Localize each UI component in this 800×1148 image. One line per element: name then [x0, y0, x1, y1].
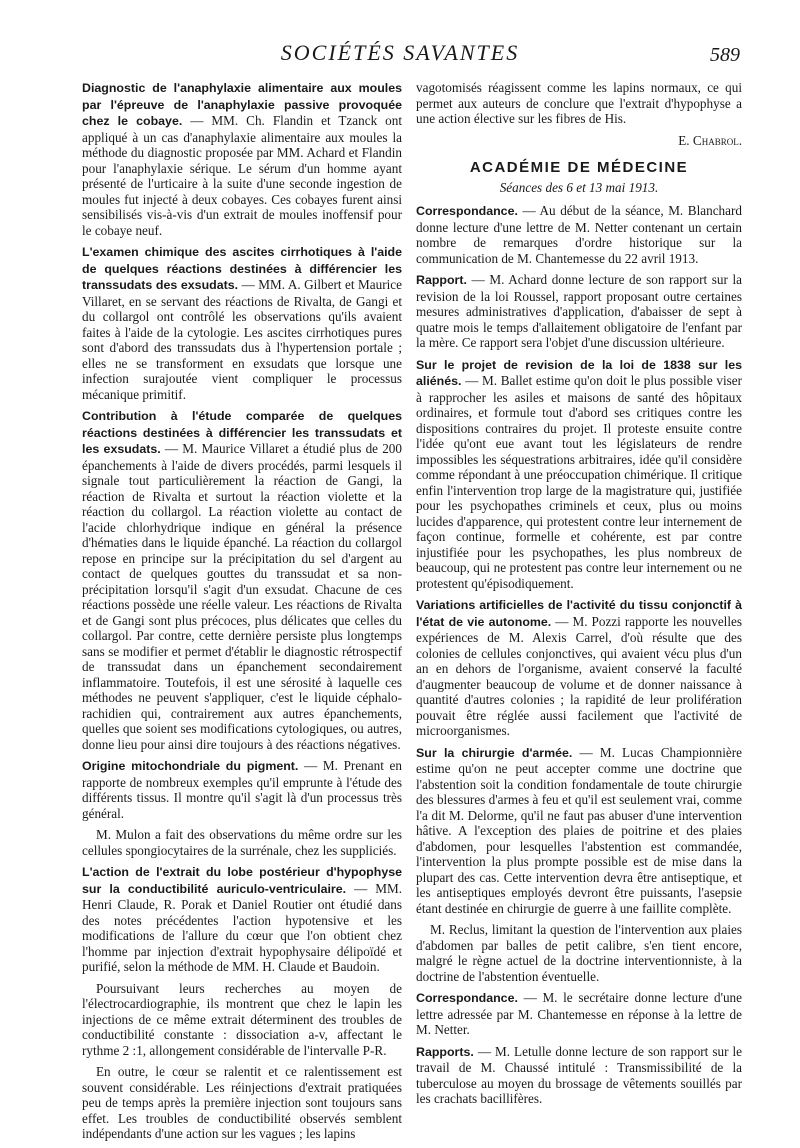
paragraph-text: — Au début de la séance, M. Blanchard donne lecture d'une lettre de M. Netter contenant un certain nombre de remarques d'ordre historique sur la communication de M. Chantemesse du 22 avril 1913. [416, 203, 742, 266]
paragraph-lead: Diagnostic de l'anaphylaxie alimentaire aux moules par l'épreuve de l'anaphylaxie passive provoquée chez le cobaye. [82, 81, 402, 128]
paragraph-lead: Variations artificielles de l'activité du tissu conjonctif à l'état de vie autonome. [416, 598, 742, 629]
paragraph: vagotomisés réagissent comme les lapins normaux, ce qui permet aux auteurs de conclure que l'extrait d'hypophyse a une action élective sur les fibres de His. [416, 80, 742, 126]
paragraph [416, 203, 742, 266]
paragraph-lead: L'action de l'extrait du lobe postérieur d'hypophyse sur la conductibilité auriculo-ventriculaire. [82, 865, 402, 896]
paragraph-text: — M. le secrétaire donne lecture d'une lettre adressée par M. Chantemesse en réponse à la lettre de M. Netter. [416, 990, 742, 1037]
paragraph-text: — M. Prenant en rapporte de nombreux exemples qu'il emprunte à l'étude des différents tissus. Il montre qu'il s'agit là d'un processus très général. [82, 758, 402, 821]
paragraph-text: — MM. Ch. Flandin et Tzanck ont appliqué à un cas d'anaphylaxie alimentaire aux moules la méthode du diagnostic proposée par MM. Achard et Flandin pour l'anaphylaxie sérique. Le sérum d'un homme ayant présenté de l'urticaire à la suite d'une seconde ingestion de moules fut injecté à deux cobayes. Ces cobayes furent ainsi sensibilisés vis-à-vis d'un extrait de moules inoffensif pour le cobaye neuf. [82, 113, 402, 238]
author-signature: E. Chabrol. [678, 132, 742, 148]
paragraph-lead: Correspondance. [416, 991, 518, 1005]
section-title: ACADÉMIE DE MÉDECINE [469, 159, 689, 176]
paragraph [82, 80, 402, 238]
paragraph-text: — M. Pozzi rapporte les nouvelles expériences de M. Alexis Carrel, d'où résulte que des colonies de cellules conjonctives, qui avaient vécu plus d'un an en dehors de l'organisme, avaient conservé la faculté d'augmenter beaucoup de volume et de donner naissance à quantité d'autres colonies ; la rapidité de leur prolifération pouvait être réglée aussi facilement que l'activité de microorganismes. [416, 613, 742, 738]
paragraph [416, 1044, 742, 1107]
left-column [82, 80, 402, 1148]
paragraph [416, 990, 742, 1038]
paragraph: En outre, le cœur se ralentit et ce ralentissement est souvent considérable. Les réinjections d'extrait pratiquées peu de temps après la première injection sont toujours sans effet. Les troubles de conductibilité observés semblent indépendants d'une action sur les vagues ; les lapins [82, 1064, 402, 1141]
right-column [416, 80, 742, 1113]
page-number: 589 [710, 44, 740, 66]
paragraph: M. Mulon a fait des observations du même ordre sur les cellules spongiocytaires de la surrénale, chez les suppliciés. [82, 827, 402, 858]
paragraph [416, 745, 742, 917]
paragraph-text: — M. Letulle donne lecture de son rapport sur le travail de M. Chaussé intitulé : Transmissibilité de la tuberculose au moyen du brossage de vêtements souillés par les crachats bacillifères. [416, 1043, 742, 1106]
paragraph-text: — MM. A. Gilbert et Maurice Villaret, en se servant des réactions de Rivalta, de Gangi et du collargol ont contrôlé les observations qu'ils avaient faites à l'aide de la cytologie. Les ascites cirrhotiques pures sont d'abord des transsudats dus à l'hypertension portale ; elles ne se transforment en exsudats que lorsque une infection surajoutée vient compliquer le processus mécanique primitif. [82, 277, 402, 402]
running-title: SOCIÉTÉS SAVANTES [280, 40, 520, 65]
paragraph [416, 272, 742, 351]
paragraph [416, 597, 742, 739]
paragraph-text: — M. Maurice Villaret a étudié plus de 200 épanchements à l'aide de divers procédés, parmi lesquels il signale tout particulièrement la réaction de Gangi, la réaction de Rivalta et surtout la réaction violette et la réaction du collargol. La réaction violette au contact de l'acide chlorhydrique indique en général la présence d'hématies dans le liquide épanché. La réaction du collargol repose en principe sur la précipitation du sel d'argent au contact de quelques gouttes du transsudat et sa non-précipitation lorsqu'il s'agit d'un exsudat. Chacune de ces réactions possède une réelle valeur. Les réactions de Rivalta et de Gangi sont plus précoces, plus délicates que celles du collargol. Par contre, cette dernière persiste plus longtemps sans se modifier et permet d'établir le diagnostic rétrospectif de transsudat dans un épanchement secondairement inflammatoire. Toutefois, il est une sérosité à laquelle ces méthodes ne peuvent s'appliquer, c'est le liquide céphalo-rachidien qui, contrairement aux autres épanchements, quelles que soient ses modifications cytologiques, ou autres, donne lieu pour ainsi dire toujours à des réactions négatives. [82, 441, 402, 752]
paragraph-lead: Correspondance. [416, 204, 518, 218]
section-subtitle: Séances des 6 et 13 mai 1913. [499, 179, 659, 195]
paragraph [82, 408, 402, 752]
paragraph-lead: Sur la chirurgie d'armée. [416, 745, 573, 760]
paragraph [416, 357, 742, 592]
paragraph-lead: Contribution à l'étude comparée de quelques réactions destinées à différencier les transsudats et les exsudats. [82, 409, 402, 456]
paragraph-text: — M. Achard donne lecture de son rapport sur la revision de la loi Roussel, rapport proposant outre certaines mesures administratives d'application, d'abaisser de sept à quatre mois le temps d'allaitement obligatoire de l'enfant par la mère. Ce rapport sera l'objet d'une discussion ultérieure. [416, 272, 742, 350]
paragraph [82, 864, 402, 975]
paragraph-lead: Sur le projet de revision de la loi de 1838 sur les aliénés. [416, 357, 742, 388]
paragraph [82, 244, 402, 402]
paragraph-lead: Rapports. [416, 1044, 474, 1059]
paragraph-lead: Origine mitochondriale du pigment. [82, 759, 299, 773]
paragraph-text: — MM. Henri Claude, R. Porak et Daniel Routier ont étudié dans des notes précédentes l'action hypotensive et les modifications de l'allure du cœur que l'on obtient chez l'homme par injection d'extrait hypophysaire délipoïdé et purifié, selon la méthode de MM. H. Claude et Baudoin. [82, 880, 403, 974]
paragraph-text: — M. Lucas Championnière estime qu'on ne peut accepter comme une doctrine que l'abstention soit la condition fondamentale de toute chirurgie des blessures d'armes à feu et qu'il est seulement vrai, comme l'a dit M. Delorme, qu'il ne faut pas abuser d'une intervention hâtive. A l'exception des plaies de poitrine et des plaies d'abdomen, pour lesquelles l'abstention est commandée, l'intervention la plus prompte possible est de mise dans la plupart des cas. Cette intervention devra être antiseptique, et les antiseptiques employés devront être puissants, l'asepsie étant destinée en chirurgie de guerre à une faillite complète. [416, 744, 742, 916]
paragraph-lead: Rapport. [416, 273, 467, 287]
paragraph [82, 758, 402, 821]
paragraph-lead: L'examen chimique des ascites cirrhotiques à l'aide de quelques réactions destinées à différencier les transsudats des exsudats. [82, 245, 402, 292]
paragraph-text: — M. Ballet estime qu'on doit le plus possible viser à rapprocher les asiles et maisons de santé des hôpitaux ordinaires, et formule tout d'abord ses critiques contre les dispositions contraires du projet. Il proteste ensuite contre l'idée qu'ont eue avant tout les législateurs de rendre impossibles les séquestrations arbitraires, idée qu'il considère comme répondant à une préoccupation chimérique. Il critique enfin l'intervention trop large de la magistrature qui, justifiée pour les psychopathes criminels et ceux, plus ou moins lucides d'apparence, qui protestent contre leur internement de façon continue, formelle et cohérente, est par contre injustifiée pour les psychopathes, les plus nombreux de beaucoup, qui ne protestent pas contre leur internement ou ne protestent qu'épisodiquement. [416, 373, 742, 591]
paragraph: M. Reclus, limitant la question de l'intervention aux plaies d'abdomen par balles de petit calibre, s'en tient encore, malgré le règne actuel de la doctrine interventionniste, à la doctrine de l'abstention éventuelle. [416, 922, 742, 984]
paragraph: Poursuivant leurs recherches au moyen de l'électrocardiographie, ils montrent que chez le lapin les injections de ce même extrait déterminent des troubles de conductibilité constante : dissociation a-v, affectant le rythme 2 :1, allongement considérable de l'intervalle P-R. [82, 980, 402, 1058]
page-header [0, 40, 800, 80]
